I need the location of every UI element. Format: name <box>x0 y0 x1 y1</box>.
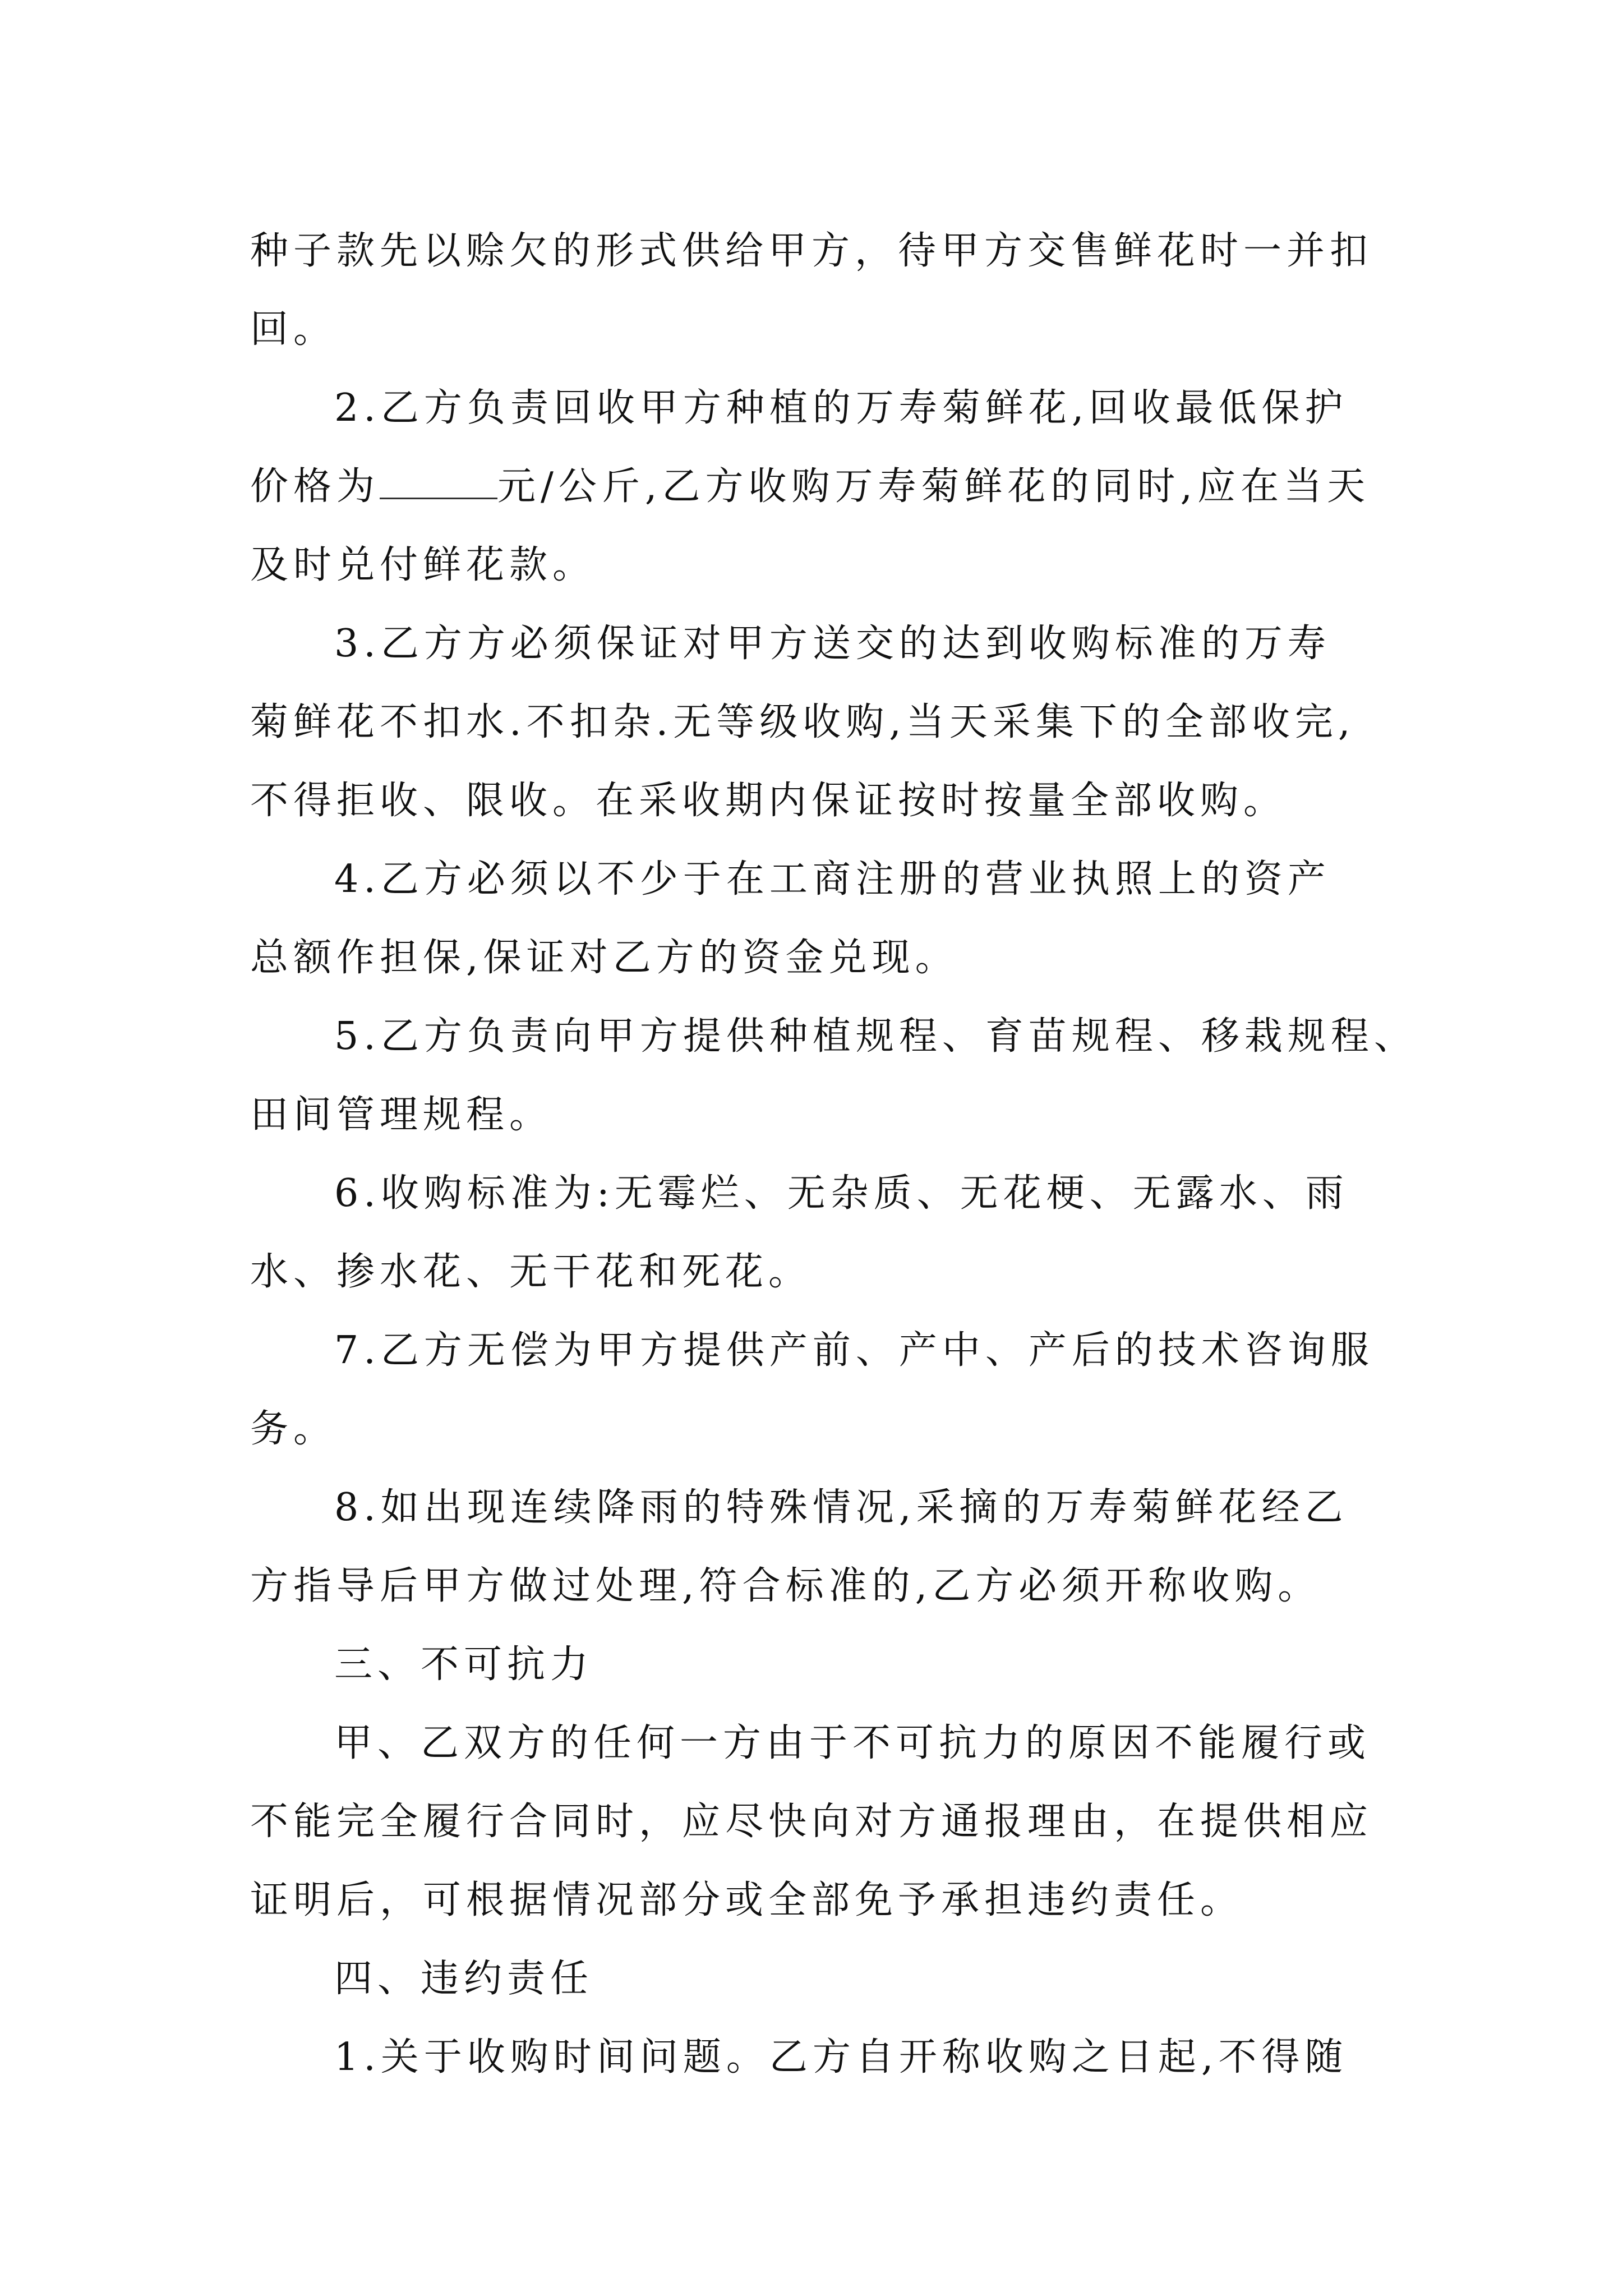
clause-5-line: 5.乙方负责向甲方提供种植规程、育苗规程、移栽规程、 <box>334 1014 1417 1059</box>
text-line: 菊鲜花不扣水.不扣杂.无等级收购,当天采集下的全部收完, <box>250 700 1355 744</box>
clause-4-line: 4.乙方必须以不少于在工商注册的营业执照上的资产 <box>334 857 1331 901</box>
document-body <box>250 212 1417 2097</box>
text-line: 水、掺水花、无干花和死花。 <box>250 1250 812 1294</box>
text-line: 总额作担保,保证对乙方的资金兑现。 <box>250 936 958 980</box>
text-line: 不得拒收、限收。在采收期内保证按时按量全部收购。 <box>250 779 1287 823</box>
clause-7-line: 7.乙方无偿为甲方提供产前、产中、产后的技术咨询服 <box>334 1328 1374 1373</box>
text-line: 种子款先以赊欠的形式供给甲方，待甲方交售鲜花时一并扣 <box>250 229 1373 273</box>
text-line: 田间管理规程。 <box>250 1093 553 1137</box>
clause-2-price-line <box>250 448 1383 526</box>
clause-2-line: 2.乙方负责回收甲方种植的万寿菊鲜花,回收最低保护 <box>334 386 1348 430</box>
text-line: 及时兑付鲜花款。 <box>250 543 596 587</box>
text-line: 回。 <box>250 307 337 352</box>
section-heading-force-majeure: 三、不可抗力 <box>334 1642 594 1687</box>
text-line: 方指导后甲方做过处理,符合标准的,乙方必须开称收购。 <box>250 1564 1321 1608</box>
liability-clause-1-line: 1.关于收购时间问题。乙方自开称收购之日起,不得随 <box>334 2035 1348 2079</box>
price-blank <box>380 465 497 499</box>
text-line: 务。 <box>250 1407 337 1451</box>
clause-3-line: 3.乙方方必须保证对甲方送交的达到收购标准的万寿 <box>334 622 1331 666</box>
text-line: 不能完全履行合同时，应尽快向对方通报理由，在提供相应 <box>250 1800 1373 1844</box>
price-label: 价格为 <box>250 464 380 509</box>
text-line: 证明后，可根据情况部分或全部免予承担违约责任。 <box>250 1878 1244 1922</box>
section-heading-liability: 四、违约责任 <box>334 1957 594 2001</box>
clause-8-line: 8.如出现连续降雨的特殊情况,采摘的万寿菊鲜花经乙 <box>334 1485 1348 1530</box>
clause-6-line: 6.收购标准为:无霉烂、无杂质、无花梗、无露水、雨 <box>334 1171 1349 1216</box>
force-majeure-line: 甲、乙双方的任何一方由于不可抗力的原因不能履行或 <box>334 1721 1371 1765</box>
price-unit-text: 元/公斤,乙方收购万寿菊鲜花的同时,应在当天 <box>497 464 1371 509</box>
